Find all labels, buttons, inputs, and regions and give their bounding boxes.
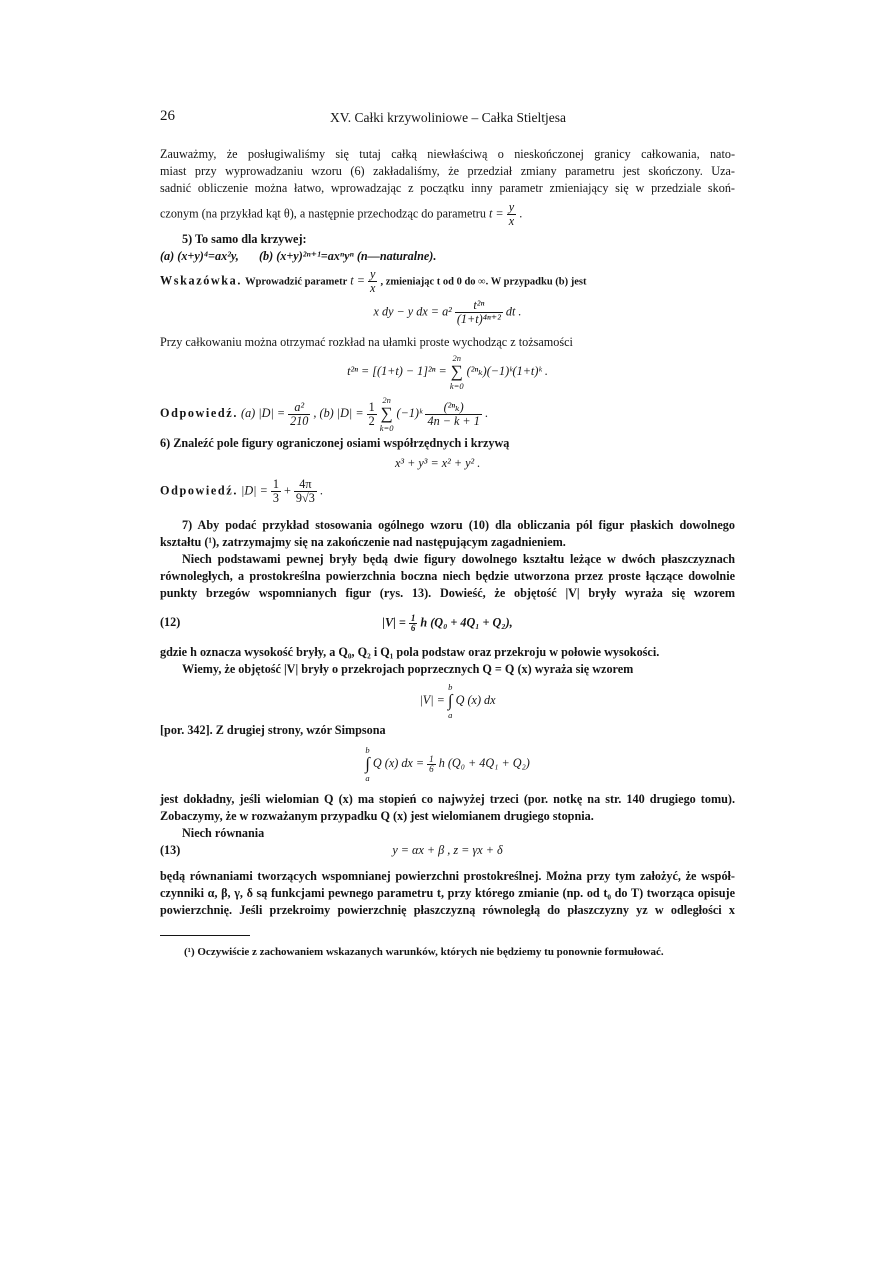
para1-line2: miast przy wyprowadzaniu wzoru (6) zakładaliśmy, że przedział zmiany parametru jest skończony. Uza- [160, 164, 735, 178]
frac-den: x [370, 281, 376, 295]
equation-12-fraction [409, 614, 418, 633]
frac-den: 9√3 [295, 491, 315, 505]
answer6-label: Odpowiedź. [160, 483, 238, 498]
sum-sign: ∑ [450, 362, 463, 381]
equation-13-label: (13) [160, 843, 181, 857]
hint-formula-end: dt . [505, 304, 522, 319]
integral-upper: b [448, 682, 453, 692]
hint-label: Wskazówka. [160, 273, 243, 288]
problem5-a: (a) (x+y)⁴=ax²y, [160, 249, 239, 263]
para-after-12 [160, 644, 735, 678]
simpson-rhs: h (Q₀ + 4Q₁ + Q₂) [438, 755, 530, 770]
integral-lower: a [448, 710, 453, 720]
frac-den: 210 [290, 413, 309, 428]
frac-num: a² [288, 401, 310, 415]
answer5-a: (a) |D| = [241, 405, 286, 420]
hint-param: t = [350, 273, 365, 288]
equation-12-body [160, 614, 735, 633]
problem7-line5: punkty brzegów wspomnianych figur (rys. 13). Dowieść, że objętość |V| bryły wyraża się wzorem [160, 586, 735, 600]
problem5-formulas [160, 248, 735, 265]
hint-line [160, 268, 735, 295]
hint-formula-fraction [455, 299, 503, 326]
equation-12-rhs: h (Q₀ + 4Q₁ + Q₂), [420, 615, 513, 630]
hint-formula-lhs: x dy − y dx = a² [373, 304, 452, 319]
hint-text-end: , zmieniając t od 0 do ∞. W przypadku (b) jest [380, 276, 587, 288]
answer6-plus: + [283, 483, 291, 498]
equation-12-label: (12) [160, 615, 181, 629]
running-title: XV. Całki krzywoliniowe – Całka Stieltjesa [330, 110, 566, 125]
equation-12 [160, 614, 735, 634]
sum-operator [450, 353, 464, 391]
frac-num: 1 [368, 399, 375, 414]
decomp-rhs: (²ⁿₖ)(−1)ᵏ(1+t)ᵏ . [466, 363, 548, 378]
para1-line4-text: czonym (na przykład kąt θ), a następnie przechodząc do parametru [160, 206, 486, 221]
hint-text: Wprowadzić parametr [245, 276, 348, 288]
para-after-12-line2: Wiemy, że objętość |V| bryły o przekrojach poprzecznych Q = Q (x) wyraża się wzorem [182, 662, 634, 676]
frac-num: 4π [294, 478, 317, 492]
decomp-text: Przy całkowaniu można otrzymać rozkład na ułamki proste wychodząc z tożsamości [160, 335, 573, 349]
equation-13-body: y = αx + β , z = γx + δ [392, 843, 503, 857]
sum-operator [380, 395, 394, 433]
para1-end: . [519, 206, 523, 221]
answer6-fraction2 [294, 478, 317, 505]
problem6-title: 6) Znaleźć pole figury ograniczonej osiami współrzędnych i krzywą [160, 436, 510, 450]
integral-operator [448, 682, 453, 720]
frac-den: 6 [429, 763, 434, 774]
para-exact-line3: Niech równania [182, 826, 265, 840]
sum-lower: k=0 [379, 423, 394, 433]
answer5-sign: (−1)ᵏ [396, 405, 423, 420]
hint-fraction [368, 268, 377, 295]
sum-upper: 2n [452, 353, 461, 363]
answer6-lhs: |D| = [241, 483, 268, 498]
answer5-b-fraction2 [425, 401, 481, 428]
simpson-text: [por. 342]. Z drugiej strony, wzór Simpsona [160, 723, 386, 737]
para-final-line3: powierzchnię. Jeśli przekroimy powierzchnię płaszczyzną równoległą do płaszczyzny yz w odległości x [160, 903, 735, 917]
integral-lower: a [365, 773, 370, 783]
frac-den: 3 [272, 491, 279, 505]
answer5-b: , (b) |D| = [313, 405, 364, 420]
para1-line3: sadnić obliczenie można łatwo, wprowadzając z początku inny parametr zmieniający się w przedziale skoń- [160, 181, 735, 195]
volume-rhs: Q (x) dx [455, 692, 496, 707]
sum-sign: ∑ [380, 404, 393, 423]
running-header [160, 108, 735, 128]
page-body [160, 146, 735, 961]
problem7-line4: równoległych, a prostokreślna powierzchnia boczna niech będzie utworzona przez proste łączące dowolnie [160, 569, 735, 583]
volume-lhs: |V| = [419, 692, 445, 707]
frac-den: 4n − k + 1 [427, 413, 480, 428]
para-exact-line2: Zobaczymy, że w rozważanym przypadku Q (x) jest wielomianem drugiego stopnia. [160, 809, 594, 823]
para-final [160, 868, 735, 919]
sum-upper: 2n [382, 395, 391, 405]
frac-num: 1 [410, 613, 416, 623]
answer5 [160, 395, 735, 433]
frac-den: 2 [368, 413, 375, 428]
frac-den: x [508, 214, 515, 228]
frac-num: 1 [429, 753, 434, 764]
hint-formula [160, 299, 735, 326]
simpson-fraction [427, 755, 436, 774]
frac-num: y [508, 200, 515, 214]
frac-den: 6 [410, 623, 416, 633]
integral-sign: ∫ [365, 754, 370, 773]
problem5-b: (b) (x+y)²ⁿ⁺¹=axⁿyⁿ (n—naturalne). [258, 249, 437, 263]
frac-num: t²ⁿ [455, 299, 503, 313]
para-exact-line1: jest dokładny, jeśli wielomian Q (x) ma stopień co najwyżej trzeci (por. notkę na str. 140 drugiego tomu). [160, 792, 735, 806]
para1-line4 [160, 201, 735, 228]
para-after-12-line1: gdzie h oznacza wysokość bryły, a Q₀, Q₂ i Q₁ pola podstaw oraz przekroju w połowie wysokości. [160, 645, 660, 659]
integral-sign: ∫ [447, 691, 453, 710]
integral-upper: b [365, 745, 370, 755]
frac-den: (1+t)⁴ⁿ⁺² [456, 312, 501, 326]
integral-operator [365, 745, 370, 783]
answer6 [160, 478, 735, 505]
footnote-rule [160, 935, 250, 936]
answer6-end: . [319, 483, 323, 498]
decomp-formula [160, 353, 735, 391]
para-exact [160, 791, 735, 842]
footnote: (¹) Oczywiście z zachowaniem wskazanych warunków, których nie będziemy tu ponownie formułować. [184, 946, 664, 958]
equation-13 [160, 842, 735, 859]
volume-formula [160, 682, 735, 720]
decomp-lhs: t²ⁿ = [(1+t) − 1]²ⁿ = [347, 363, 447, 378]
para-final-line2: czynniki α, β, γ, δ są funkcjami pewnego parametru t, przy którego zmianie (np. od t₀ do T) tworząca opisuje [160, 886, 735, 900]
problem7-line2: kształtu (¹), zatrzymajmy się na zakończenie nad następującym zagadnieniem. [160, 535, 566, 549]
answer5-label: Odpowiedź. [160, 405, 238, 420]
para1-param: t = [489, 206, 504, 221]
frac-num: y [370, 267, 376, 281]
answer6-fraction1 [271, 478, 281, 505]
equation-12-lhs: |V| = [382, 615, 406, 630]
para-final-line1: będą równaniami tworzących wspomnianej powierzchni prostokreślnej. Można przy tym założyć, że współ- [160, 869, 735, 883]
sum-lower: k=0 [449, 381, 464, 391]
simpson-lhs: Q (x) dx = [372, 755, 425, 770]
para1-fraction [507, 201, 516, 228]
para1-line1: Zauważmy, że posługiwaliśmy się tutaj całką niewłaściwą o nieskończonej granicy całkowania, nato- [160, 147, 735, 161]
problem7-line3: Niech podstawami pewnej bryły będą dwie figury dowolnego kształtu leżące w dwóch płaszczyznach [182, 552, 735, 566]
problem7 [160, 517, 735, 602]
page-number: 26 [160, 108, 175, 124]
problem6-formula: x³ + y³ = x² + y² . [395, 456, 481, 470]
problem7-line1: 7) Aby podać przykład stosowania ogólnego wzoru (10) dla obliczania pól figur płaskich dowolnego [182, 518, 735, 532]
answer5-a-fraction [288, 401, 310, 428]
frac-num: (²ⁿₖ) [425, 401, 481, 415]
frac-num: 1 [272, 477, 279, 491]
problem5-title: 5) To samo dla krzywej: [182, 232, 307, 246]
answer5-end: . [484, 405, 488, 420]
simpson-formula [160, 745, 735, 783]
answer5-b-fraction [367, 401, 377, 428]
